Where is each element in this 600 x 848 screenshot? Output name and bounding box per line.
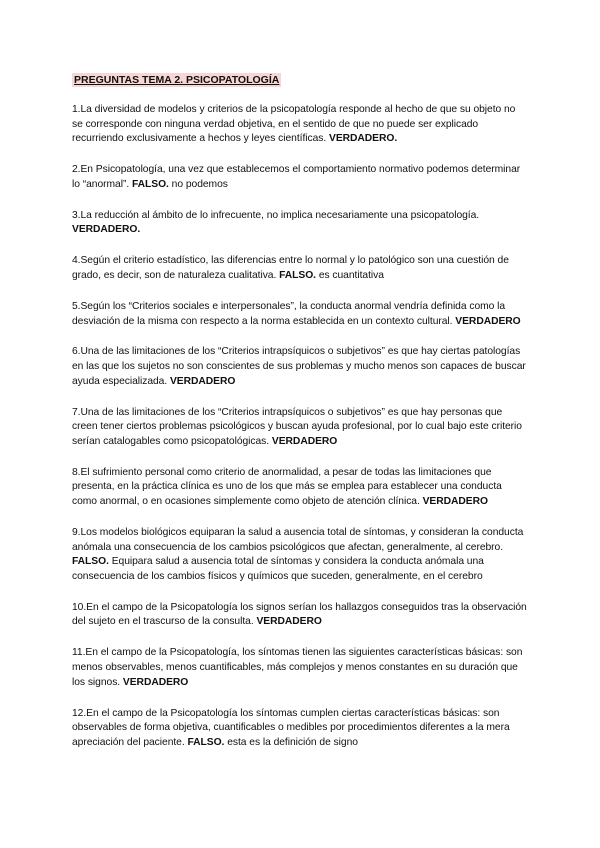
question-10	[72, 601, 528, 630]
answer-note: Equipara salud a ausencia total de síntomas y considera la conducta anómala una consecuencia de los cambios físicos y químicos que suceden, generalmente, en el cerebro	[72, 556, 484, 582]
question-2	[72, 163, 528, 192]
document-page	[72, 70, 528, 767]
question-text: 6.Una de las limitaciones de los “Criterios intrapsíquicos o subjetivos” es que hay ciertas patologías en las que los sujetos no son conscientes de sus problemas y mucho menos son capaces de buscar ayuda especializada.	[72, 346, 526, 387]
question-text: 4.Según el criterio estadístico, las diferencias entre lo normal y lo patológico son una cuestión de grado, es decir, son de naturaleza cualitativa.	[72, 255, 509, 281]
question-11	[72, 646, 528, 690]
question-3	[72, 209, 528, 238]
question-4	[72, 254, 528, 283]
answer: FALSO.	[187, 736, 225, 748]
answer: FALSO.	[131, 178, 169, 190]
question-text: 9.Los modelos biológicos equiparan la salud a ausencia total de síntomas, y consideran la conducta anómala una consecuencia de los cambios psicológicos que afectan, generalmente, al cerebro.	[72, 527, 524, 553]
answer: VERDADERO	[169, 375, 236, 387]
question-7	[72, 406, 528, 450]
question-text: 12.En el campo de la Psicopatología los síntomas cumplen ciertas características básicas: son observables de forma objetiva, cuantificables o medibles por procedimientos diferentes a la mera apreciación del paciente.	[72, 707, 510, 748]
answer-note: esta es la definición de signo	[227, 736, 358, 748]
question-text: 3.La reducción al ámbito de lo infrecuente, no implica necesariamente una psicopatología.	[72, 209, 480, 221]
answer: VERDADERO	[455, 315, 521, 327]
question-12	[72, 707, 528, 751]
answer-note: es cuantitativa	[318, 269, 384, 281]
answer: VERDADERO	[256, 616, 322, 628]
question-text: 10.En el campo de la Psicopatología los signos serían los hallazgos conseguidos tras la observación del sujeto en el trascurso de la consulta.	[72, 601, 527, 628]
answer: VERDADERO.	[329, 133, 398, 145]
answer: FALSO.	[72, 556, 109, 568]
answer: VERDADERO	[122, 676, 189, 688]
question-8	[72, 466, 528, 510]
document-title: PREGUNTAS TEMA 2. PSICOPATOLOGÍA	[74, 74, 280, 86]
question-5	[72, 300, 528, 329]
answer: VERDADERO.	[72, 224, 141, 236]
question-text: 1.La diversidad de modelos y criterios de la psicopatología responde al hecho de que su objeto no se corresponde con ninguna verdad objetiva, en el sentido de que no puede ser explicado recurriendo exclusivamente a hechos y leyes científicas.	[72, 104, 516, 145]
question-9	[72, 526, 528, 584]
answer-note: no podemos	[171, 178, 228, 190]
question-text: 11.En el campo de la Psicopatología, los síntomas tienen las siguientes características básicas: son menos observables, menos cuantificables, más complejos y menos constantes en su duración que los signos.	[72, 647, 523, 688]
question-text: 2.En Psicopatología, una vez que establecemos el comportamiento normativo podemos determinar lo “anormal”.	[72, 164, 521, 190]
question-text: 8.El sufrimiento personal como criterio de anormalidad, a pesar de todas las limitaciones que presenta, en la práctica clínica es uno de los que más se emplea para establecer una conducta como anormal, o en ocasiones simplemente como objeto de atención clínica.	[72, 466, 502, 508]
question-1	[72, 103, 528, 147]
answer: VERDADERO	[271, 435, 338, 447]
question-6	[72, 345, 528, 389]
question-text: 7.Una de las limitaciones de los “Criterios intrapsíquicos o subjetivos” es que hay personas que creen tener ciertos problemas psicológicos y buscan ayuda profesional, por lo cual bajo este criterio serían catalogables como psicopatológicas.	[72, 406, 522, 447]
question-text: 5.Según los “Criterios sociales e interpersonales”, la conducta anormal vendría definida como la desviación de la misma con respecto a la norma establecida en un contexto cultural.	[72, 300, 506, 327]
answer: VERDADERO	[422, 496, 488, 508]
answer: FALSO.	[279, 269, 316, 281]
